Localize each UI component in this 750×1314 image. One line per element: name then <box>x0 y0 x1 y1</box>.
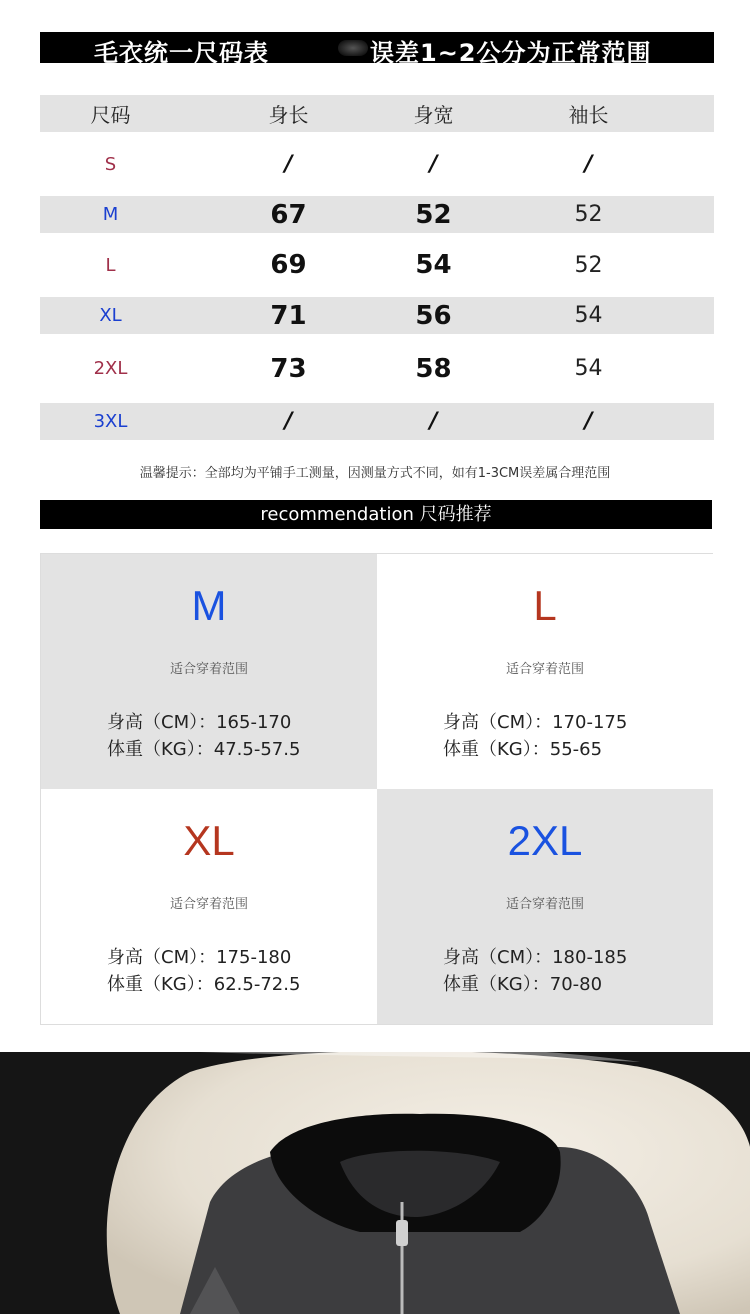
product-photo <box>0 1052 750 1314</box>
recommendation-card-m <box>41 554 377 789</box>
recommendation-card-l <box>377 554 713 789</box>
size-table <box>40 95 714 440</box>
sleeve-value: 54 <box>574 356 603 381</box>
header-tolerance-note: 误差1~2公分为正常范围 <box>370 39 652 67</box>
card-height-range: 身高（CM）：180-185 <box>443 947 628 968</box>
recommendation-card-xl <box>41 789 377 1024</box>
sleeve-value: 52 <box>574 202 603 227</box>
sleeve-value: / <box>584 151 593 177</box>
size-chart-header <box>40 32 714 67</box>
column-header: 身宽 <box>413 103 454 127</box>
width-value: 52 <box>415 199 452 230</box>
length-value: 69 <box>270 250 307 280</box>
column-header: 袖长 <box>568 103 609 127</box>
width-value: 54 <box>415 250 452 280</box>
table-row <box>40 403 714 440</box>
table-header-row <box>40 95 714 132</box>
recommendation-grid <box>40 553 713 1025</box>
width-value: 58 <box>415 353 452 384</box>
table-row <box>40 132 714 196</box>
sleeve-value: / <box>584 409 593 434</box>
card-size: L <box>533 582 557 629</box>
column-header: 身长 <box>268 103 309 127</box>
length-value: / <box>284 409 293 434</box>
column-header: 尺码 <box>90 103 131 127</box>
size-label: 3XL <box>93 411 128 432</box>
size-label: L <box>105 254 116 276</box>
card-height-range: 身高（CM）：170-175 <box>443 712 628 733</box>
table-row <box>40 297 714 334</box>
recommendation-header: recommendation 尺码推荐 <box>40 500 712 529</box>
card-size: 2XL <box>507 817 583 864</box>
table-row <box>40 233 714 297</box>
table-row <box>40 196 714 233</box>
card-height-range: 身高（CM）：165-170 <box>107 712 292 733</box>
table-row <box>40 334 714 403</box>
card-fit-label: 适合穿着范围 <box>169 897 248 912</box>
length-value: / <box>284 151 293 177</box>
card-fit-label: 适合穿着范围 <box>505 897 584 912</box>
size-label: 2XL <box>93 358 128 379</box>
size-label: S <box>104 153 117 175</box>
width-value: 56 <box>415 300 452 331</box>
size-label: XL <box>99 305 122 326</box>
hoodie-photo-illustration <box>0 1052 750 1314</box>
width-value: / <box>429 409 438 434</box>
header-title: 毛衣统一尺码表 <box>94 39 269 67</box>
card-size: M <box>191 582 227 629</box>
measurement-note: 温馨提示：全部均为平铺手工测量，因测量方式不同，如有1-3CM误差属合理范围 <box>139 466 611 481</box>
card-fit-label: 适合穿着范围 <box>169 662 248 677</box>
size-label: M <box>102 204 119 225</box>
card-size: XL <box>183 817 235 864</box>
length-value: 67 <box>270 199 307 230</box>
card-weight-range: 体重（KG）：55-65 <box>443 739 603 760</box>
card-fit-label: 适合穿着范围 <box>505 662 584 677</box>
header-smudge <box>338 40 368 56</box>
length-value: 73 <box>270 353 307 384</box>
recommendation-card-2xl <box>377 789 713 1024</box>
width-value: / <box>429 151 438 177</box>
sleeve-value: 52 <box>574 252 603 278</box>
card-height-range: 身高（CM）：175-180 <box>107 947 292 968</box>
card-weight-range: 体重（KG）：47.5-57.5 <box>107 739 301 760</box>
length-value: 71 <box>270 300 307 331</box>
card-weight-range: 体重（KG）：70-80 <box>443 974 603 995</box>
sleeve-value: 54 <box>574 303 603 328</box>
card-weight-range: 体重（KG）：62.5-72.5 <box>107 974 301 995</box>
